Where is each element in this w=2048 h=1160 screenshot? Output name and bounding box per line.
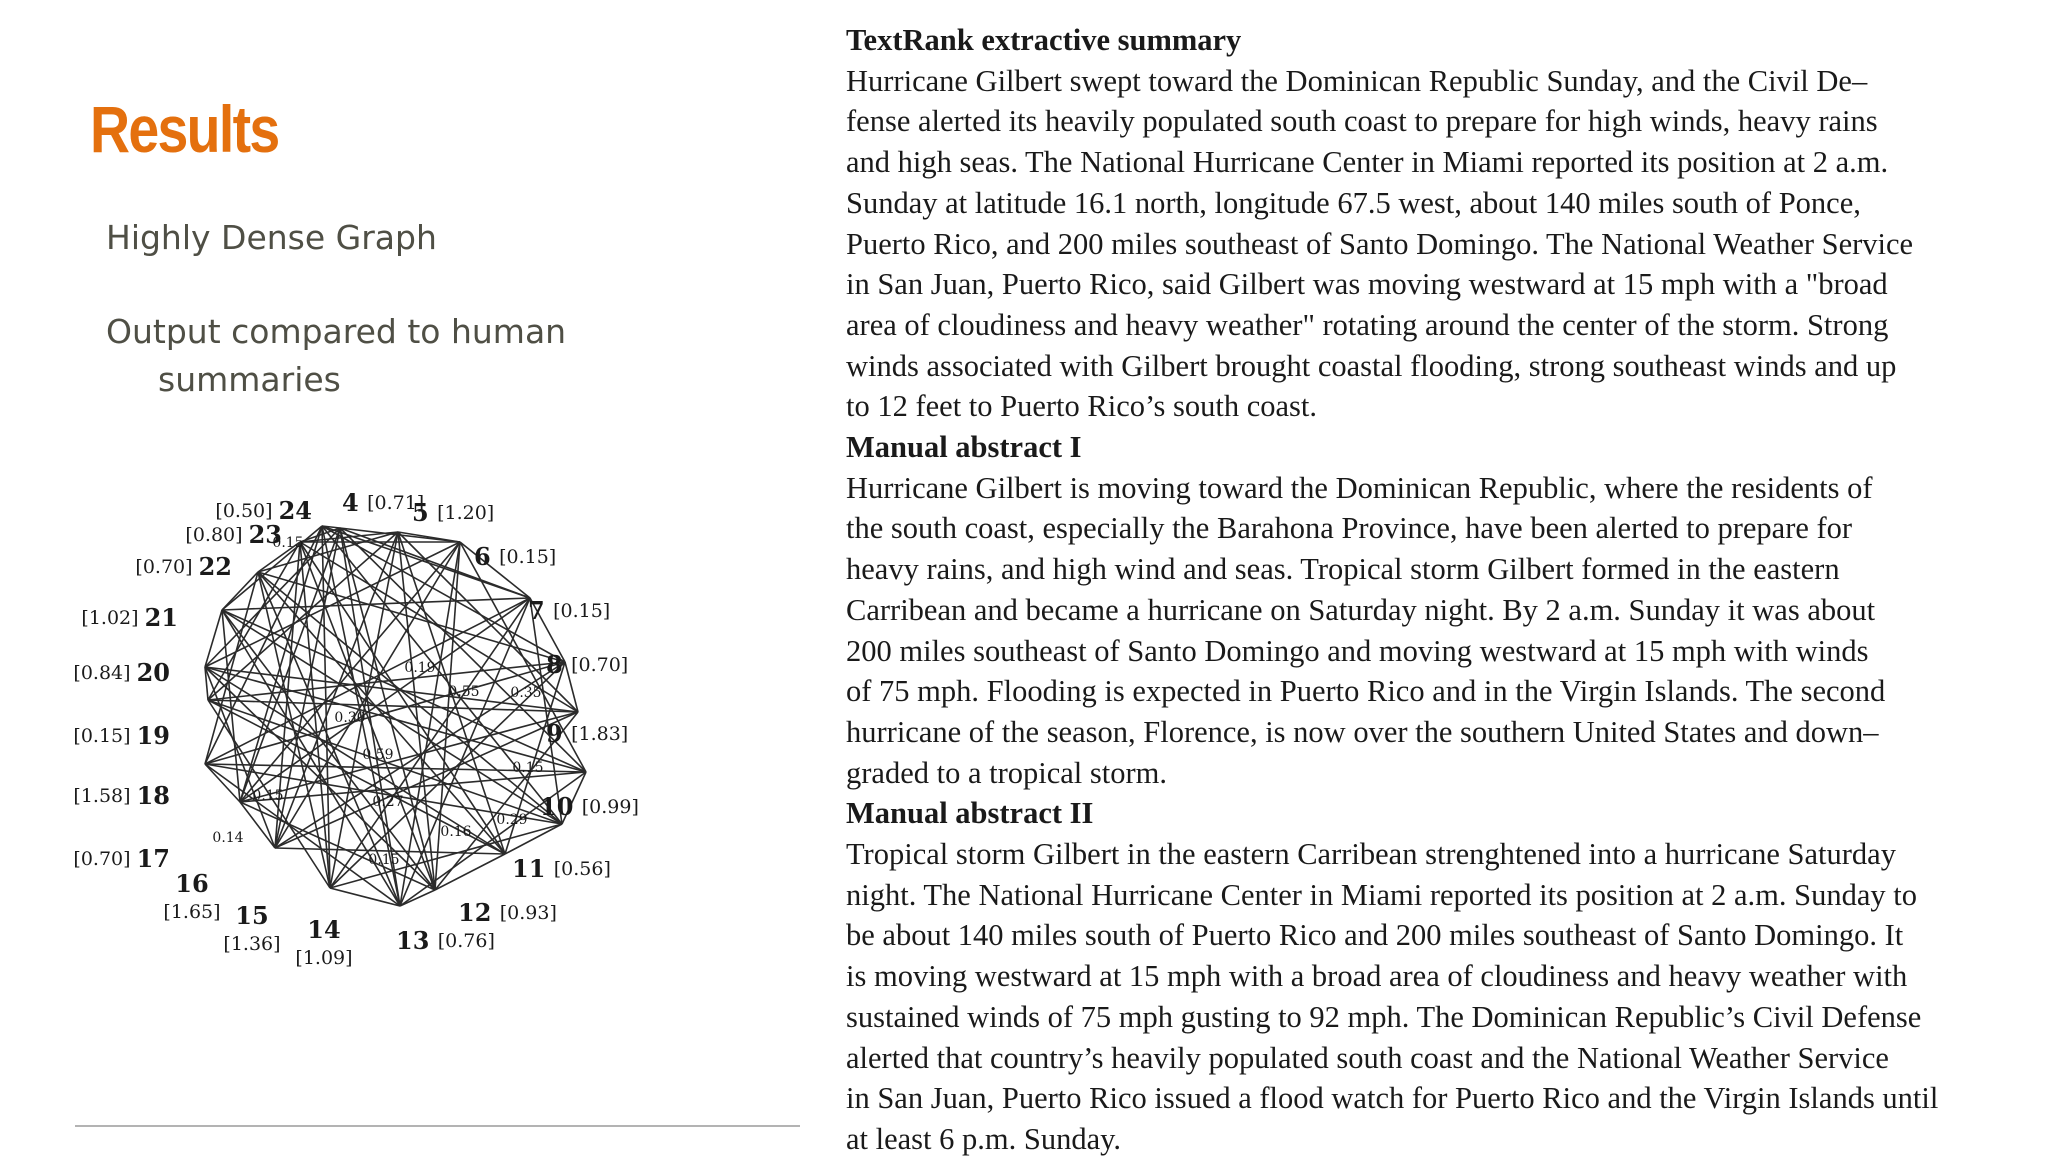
node-label xyxy=(215,496,312,525)
node-label-23 xyxy=(185,520,282,549)
graph-edges xyxy=(205,526,586,906)
node-id: 5 xyxy=(412,497,438,527)
node-score: [1.83] xyxy=(571,723,629,745)
node-score: [0.70] xyxy=(73,848,137,870)
node-label-13 xyxy=(396,926,495,955)
node-label xyxy=(73,781,170,810)
node-score: [1.36] xyxy=(223,933,281,955)
node-id: 24 xyxy=(278,495,312,525)
graph-edge xyxy=(340,528,435,890)
node-id: 4 xyxy=(342,490,368,517)
node-label-10 xyxy=(540,792,639,821)
node-label-7 xyxy=(528,596,610,625)
bullet-text: Output compared to human xyxy=(106,312,567,351)
edge-weight-label: 0.55 xyxy=(448,684,480,700)
node-id: 19 xyxy=(136,720,170,750)
bullet-text: Highly Dense Graph xyxy=(106,218,437,257)
sentence-graph xyxy=(60,490,820,1140)
edge-weight-label: 0.15 xyxy=(252,788,284,804)
node-id: 17 xyxy=(136,843,170,873)
node-score: [0.84] xyxy=(73,662,137,684)
node-label xyxy=(540,792,639,821)
node-label xyxy=(474,542,556,571)
node-id: 10 xyxy=(540,791,582,821)
node-id: 13 xyxy=(396,925,438,955)
node-score: [0.80] xyxy=(185,524,249,546)
node-score: [1.65] xyxy=(163,901,221,923)
edge-weight-label: 0.59 xyxy=(362,747,394,763)
node-id: 18 xyxy=(136,780,170,810)
node-id: 12 xyxy=(458,897,500,927)
node-id: 23 xyxy=(248,519,282,549)
edge-weight-label: 0.27 xyxy=(372,794,404,810)
bullet-text-continued: summaries xyxy=(158,360,341,399)
graph-edge xyxy=(240,802,275,848)
node-score: [0.70] xyxy=(135,556,199,578)
node-label xyxy=(528,596,610,625)
node-id: 16 xyxy=(175,869,209,898)
manual-abstract-1 xyxy=(846,427,2026,793)
section-body: Hurricane Gilbert swept toward the Dominican Republic Sunday, and the Civil De– fense alerted its heavily populated south coast to prepare for high winds, heavy rains and high seas. The National Hurricane Center in Miami reported its position at 2 a.m. Sunday at latitude 16.1 north, longitude 67.5 west, about 140 miles south of Ponce, Puerto Rico, and 200 miles southeast of Santo Domingo. The National Weather Service in San Juan, Puerto Rico, said Gilbert was moving westward at 15 mph with a "broad area of cloudiness and heavy weather" rotating around the center of the storm. Strong winds associated with Gilbert brought coastal flooding, strong southeast winds and up to 12 feet to Puerto Rico’s south coast. xyxy=(846,63,1914,424)
node-score: [0.99] xyxy=(581,796,639,818)
node-label xyxy=(81,603,178,632)
node-label xyxy=(412,498,494,527)
node-label-16 xyxy=(163,869,220,923)
bullet-list xyxy=(106,214,626,450)
edge-weight-label: 0.35 xyxy=(510,685,542,701)
slide-title: Results xyxy=(90,92,279,166)
node-id: 8 xyxy=(546,649,572,679)
edge-weight-label: 0.19 xyxy=(404,660,436,676)
node-id: 22 xyxy=(198,551,232,581)
node-score: [1.09] xyxy=(295,947,353,969)
node-score: [0.76] xyxy=(437,930,495,952)
node-score: [0.56] xyxy=(553,858,611,880)
bullet-item xyxy=(106,214,626,262)
node-label-18 xyxy=(73,781,170,810)
node-label xyxy=(546,650,628,679)
node-label-19 xyxy=(73,721,170,750)
node-id: 20 xyxy=(136,657,170,687)
graph-edge xyxy=(222,598,530,610)
node-label-5 xyxy=(412,498,494,527)
node-label xyxy=(546,719,628,748)
node-label xyxy=(73,721,170,750)
node-score: [1.58] xyxy=(73,785,137,807)
node-label-17 xyxy=(73,844,170,873)
section-heading: Manual abstract I xyxy=(846,430,1082,465)
node-id: 9 xyxy=(546,718,572,748)
node-id: 11 xyxy=(512,853,554,883)
node-label-15 xyxy=(223,901,280,955)
node-label-8 xyxy=(546,650,628,679)
node-score: [0.93] xyxy=(499,902,557,924)
node-id: 7 xyxy=(528,595,554,625)
node-label xyxy=(185,520,282,549)
node-labels xyxy=(73,490,638,969)
edge-weight-label: 0.14 xyxy=(212,830,244,846)
node-label-6 xyxy=(474,542,556,571)
graph-edge xyxy=(435,854,505,890)
node-label-24 xyxy=(215,496,312,525)
node-label-12 xyxy=(458,898,557,927)
graph-edge xyxy=(330,888,400,906)
node-label xyxy=(73,844,170,873)
node-label-14 xyxy=(295,915,352,969)
section-heading: TextRank extractive summary xyxy=(846,23,1242,57)
node-id: 15 xyxy=(235,901,269,930)
node-score: [0.15] xyxy=(73,725,137,747)
edge-weight-label: 0.15 xyxy=(272,535,304,551)
node-label xyxy=(396,926,495,955)
node-score: [0.50] xyxy=(215,500,279,522)
bullet-item xyxy=(106,308,626,404)
node-score: [0.15] xyxy=(499,546,557,568)
node-score: [0.15] xyxy=(553,600,611,622)
edge-weight-label: 0.16 xyxy=(440,824,472,840)
node-label-21 xyxy=(81,603,178,632)
section-body: Tropical storm Gilbert in the eastern Carribean strenghtened into a hurricane Saturday night. The National Hurricane Center in Miami reported its position at 2 a.m. Sunday to be about 140 miles south of Puerto Rico and 200 miles southeast of Santo Domingo. It is moving westward at 15 mph with a broad area of cloudiness and heavy weather with sustained winds of 75 mph gusting to 92 mph. The Dominican Republic’s Civil Defense alerted that country’s heavily populated south coast and the National Weather Service in San Juan, Puerto Rico issued a flood watch for Puerto Rico and the Virgin Islands until at least 6 p.m. Sunday. xyxy=(846,837,1939,1156)
summary-document xyxy=(846,20,2026,1160)
manual-abstract-2 xyxy=(846,793,2026,1159)
textrank-summary xyxy=(846,20,2026,427)
edge-weight-label: 0.29 xyxy=(496,812,528,828)
node-label xyxy=(73,658,170,687)
node-score: [1.20] xyxy=(437,502,495,524)
edge-weight-label: 0.30 xyxy=(334,710,366,726)
section-body: Hurricane Gilbert is moving toward the Dominican Republic, where the residents of the south coast, especially the Barahona Province, have been alerted to prepare for heavy rains, and high wind and seas. Tropical storm Gilbert formed in the eastern Carribean and became a hurricane on Saturday night. By 2 a.m. Sunday it was about 200 miles southeast of Santo Domingo and moving westward at 15 mph with winds of 75 mph. Flooding is expected in Puerto Rico and in the Virgin Islands. The second hurricane of the season, Florence, is now over the southern United States and down– graded to a tropical storm. xyxy=(846,470,1886,790)
edge-weight-label: 0.15 xyxy=(512,760,544,776)
node-id: 14 xyxy=(307,915,341,944)
node-label-20 xyxy=(73,658,170,687)
node-score: [1.02] xyxy=(81,607,145,629)
node-id: 21 xyxy=(144,602,178,632)
node-label-22 xyxy=(135,552,232,581)
node-score: [0.71] xyxy=(367,492,425,514)
node-label-11 xyxy=(512,854,611,883)
node-score: [0.70] xyxy=(571,654,629,676)
node-id: 6 xyxy=(474,541,500,571)
section-heading: Manual abstract II xyxy=(846,796,1094,831)
node-label xyxy=(512,854,611,883)
node-label-9 xyxy=(546,719,628,748)
node-label xyxy=(135,552,232,581)
node-label xyxy=(458,898,557,927)
edge-weight-label: 0.15 xyxy=(368,852,400,868)
